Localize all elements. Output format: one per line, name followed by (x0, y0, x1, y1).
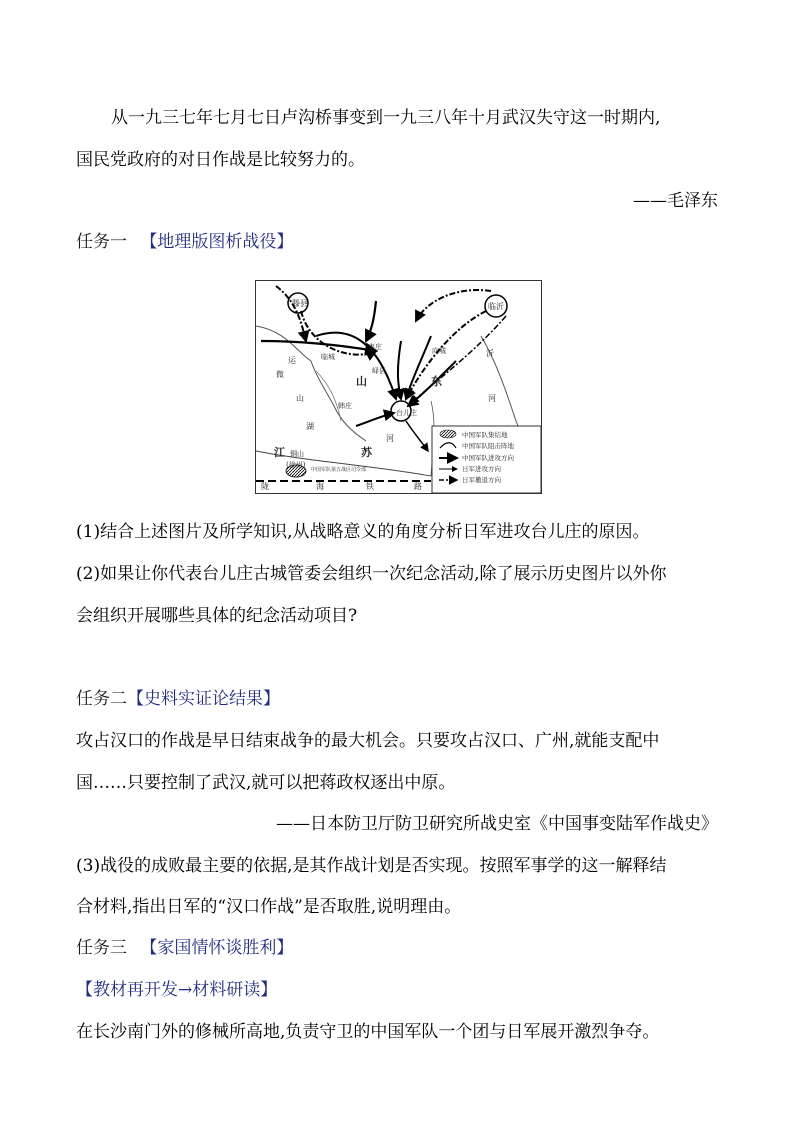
question-1: (1)结合上述图片及所学知识,从战略意义的角度分析日军进攻台儿庄的原因。 (76, 522, 650, 542)
legend-text-4: 日军进攻方向 (462, 465, 501, 473)
quote-line-2: 国民党政府的对日作战是比较努力的。 (76, 150, 365, 170)
label-lincheng: 临城 (321, 353, 335, 361)
quote-line-1: 从一九三七年七月七日卢沟桥事变到一九三八年十月武汉失守这一时期内, (111, 108, 661, 128)
battle-map-taierzhuang (255, 280, 542, 494)
material-3: 在长沙南门外的修械所高地,负责守卫的中国军队一个团与日军展开激烈争夺。 (76, 1022, 660, 1042)
legend-text-5: 日军撤退方向 (462, 476, 501, 484)
label-hu: 湖 (306, 422, 314, 431)
label-lu: 路 (414, 482, 422, 491)
task-1-tag: 【地理版图析战役】 (140, 232, 294, 252)
label-tengxian: 滕县 (292, 299, 308, 308)
label-shan-small: 山 (296, 394, 304, 403)
label-long: 陇 (261, 482, 269, 491)
legend-text-1: 中国军队集结地 (462, 431, 508, 439)
task-2-heading (76, 687, 280, 711)
task-1-label: 任务一 (76, 232, 127, 252)
label-yi: 沂 (486, 349, 494, 358)
quote-source: ——毛泽东 (633, 191, 718, 211)
question-3-line-2: 合材料,指出日军的“汉口作战”是否取胜,说明理由。 (76, 897, 462, 917)
label-shan: 山 (356, 375, 367, 388)
label-zaozhuang: 枣庄 (368, 343, 382, 351)
label-hq-note: 中国军队第五战区司令部 (311, 467, 367, 473)
label-jiang: 江 (274, 446, 285, 459)
battle-map-svg (256, 281, 541, 493)
label-wei: 微 (276, 370, 284, 379)
label-yun: 运 (288, 356, 296, 365)
legend-text-2: 中国军队阻击阵地 (462, 442, 514, 450)
task-3-sub-tag: 【教材再开发→材料研读】 (76, 980, 278, 1000)
label-xuzhou: (徐州) (286, 461, 306, 469)
task-2-label: 任务二 (76, 689, 127, 709)
label-tie: 铁 (366, 482, 374, 491)
label-he: 河 (386, 434, 394, 443)
question-2-line-1: (2)如果让你代表台儿庄古城管委会组织一次纪念活动,除了展示历史图片以外你 (76, 564, 667, 584)
label-hai: 海 (316, 482, 324, 491)
question-3-line-1: (3)战役的成败最主要的依据,是其作战计划是否实现。按照军事学的这一解释结 (76, 856, 667, 876)
label-linyi: 临沂 (488, 302, 504, 311)
task-3-label: 任务三 (76, 938, 127, 958)
legend-text-3: 中国军队进攻方向 (462, 454, 514, 462)
task-3-heading (76, 936, 293, 960)
material-2-source: ——日本防卫厅防卫研究所战史室《中国事变陆军作战史》 (276, 814, 718, 834)
question-2-line-2: 会组织开展哪些具体的纪念活动项目? (76, 606, 358, 626)
task-3-subheading (76, 978, 277, 1002)
label-yixian: 峄县 (372, 367, 386, 375)
label-tongshan: 铜山 (290, 450, 304, 458)
label-he-2: 河 (488, 394, 496, 403)
label-taierzhuang: 台儿庄 (396, 409, 417, 417)
label-dong: 东 (431, 375, 442, 388)
label-su: 苏 (361, 446, 372, 459)
task-1-heading (76, 230, 293, 254)
label-hanzhuang: 韩庄 (338, 402, 352, 410)
label-xiangcheng: 向城 (432, 347, 446, 355)
task-2-tag: 【史料实证论结果】 (127, 689, 280, 709)
material-2-line-2: 国……只要控制了武汉,就可以把蒋政权逐出中原。 (76, 773, 456, 793)
task-3-tag: 【家国情怀谈胜利】 (140, 938, 294, 958)
legend-assembly-icon (440, 430, 456, 438)
material-2-line-1: 攻占汉口的作战是早日结束战争的最大机会。只要攻占汉口、广州,就能支配中 (76, 731, 660, 751)
